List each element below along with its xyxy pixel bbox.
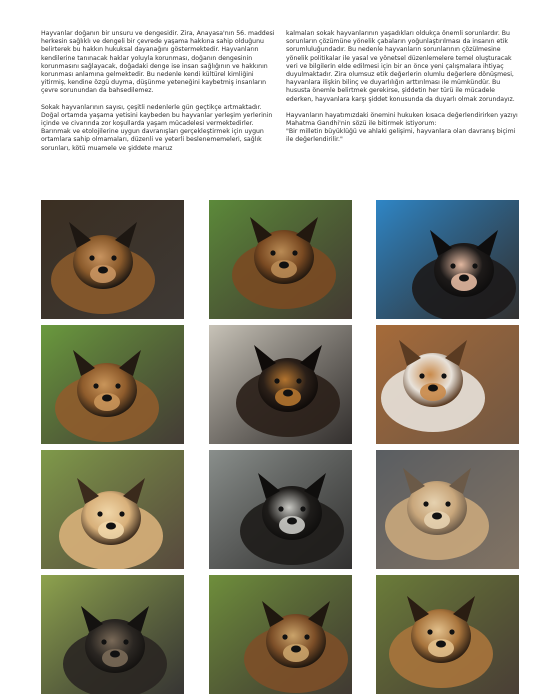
photo-dog-eating-grass <box>209 575 352 694</box>
photo-puppy-in-box <box>376 325 519 444</box>
right-paragraph-1: kalmaları sokak hayvanlarının yaşadıkları oldukça önemli sorunlardır. Bu sorunların çözümüne yönelik çabaların yoğunlaştırılması da insanın etik sorumluluğundadır. Bu nedenle hayvanların sorunlarının çözülmesine yönelik politikalar ile yasal ve yönetsel düzenlemelere temel oluşturacak veri ve bilgilerin elde edilmesi için bir an önce yeni çalışmalara ihtiyaç duyulmaktadır. Zira olumsuz etik değerlerin olumlu değerlere dönüşmesi, hayvanlara ilişkin bilinç ve duyarlılığın arttırılması ile mümkündür. Bu hususta önemle belirtmek gerekirse, şiddetin her türü ile mücadele ederken, hayvanlara karşı şiddet konusunda da duyarlı olmak zorundayız. <box>286 30 515 103</box>
photo-dog-lying-grass <box>209 200 352 319</box>
photo-black-tan-dog-face <box>209 325 352 444</box>
gandhi-quote: "Bir milletin büyüklüğü ve ahlaki gelişimi, hayvanlara olan davranış biçimi ile değerlendirilir." <box>286 128 516 144</box>
left-paragraph-1: Hayvanlar doğanın bir unsuru ve dengesidir. Zira, Anayasa'nın 56. maddesi herkesin sağlıklı ve dengeli bir çevrede yaşama hakkına sahip olduğunu belirterek bu hakkın hukuksal dayanağını göstermektedir. Hayvanların kendilerine tanınacak haklar yoluyla korunması, doğanın dengesinin korunmasını sağlayacak, doğadaki denge ise insan sağlığının ve hakkının korunması anlamına gelmektedir. Bu nedenle kendi kültürel kimliğini yitirmiş, kendine özgü duyma, düşünme yeteneğini kaybetmiş insanların çevre sorunundan da bahsedilemez. <box>41 30 275 95</box>
photo-shepherd-lying-grass <box>41 325 184 444</box>
left-paragraph-2: Sokak hayvanlarının sayısı, çeşitli nedenlerle gün geçtikçe artmaktadır. Doğal ortamda yaşama yetisini kaybeden bu hayvanlar yerleşim yerlerinin içinde ve civarında zor koşullarda yaşam mücadelesi vermektedirler. Barınmak ve etolojilerine uygun davranışları gerçekleştirmek için uygun ortamlara sahip olmamaları, düzenli ve yeterli beslenememeleri, sağlık sorunları, kötü muamele ve şiddete maruz <box>41 103 273 152</box>
photo-puppy-in-hands <box>376 200 519 319</box>
photo-small-terrier-road <box>376 450 519 569</box>
photo-grid <box>41 200 519 694</box>
photo-tan-dog-portrait <box>41 450 184 569</box>
photo-wirehaired-dog <box>41 575 184 694</box>
photo-mixed-breed-portrait <box>376 575 519 694</box>
left-text-column <box>41 30 277 161</box>
right-text-column <box>286 30 522 153</box>
right-paragraph-2: Hayvanların hayatımızdaki önemini hukuken kısaca değerlendirirken yazıyı Mahatma Gandhi'nin sözü ile bitirmek istiyorum: <box>286 111 518 128</box>
photo-shepherd-face <box>41 200 184 319</box>
photo-dog-swimming <box>209 450 352 569</box>
